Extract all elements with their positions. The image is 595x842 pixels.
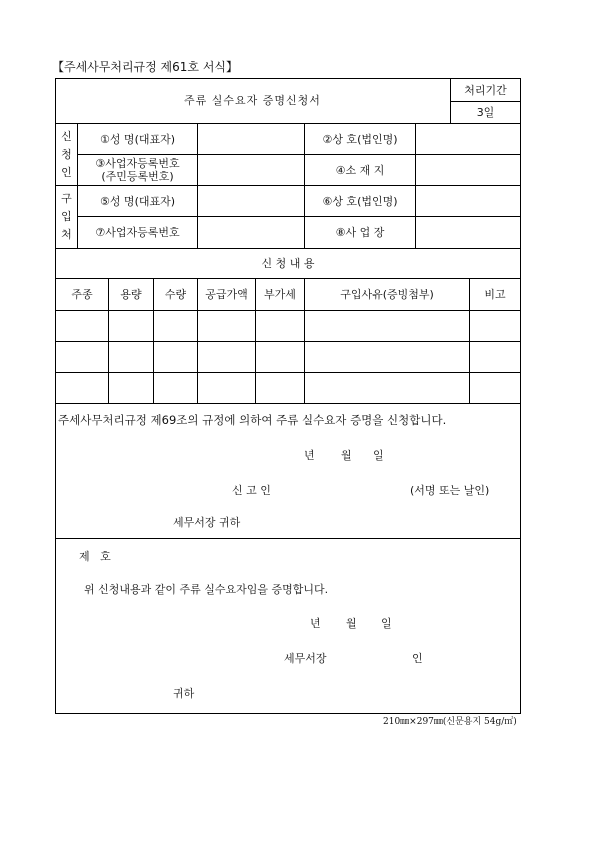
- applicant-trade-label: ②상 호(법인명): [322, 132, 398, 146]
- buyer-name-field[interactable]: [198, 186, 304, 216]
- buyer-side-char: 입: [61, 210, 72, 223]
- buyer-trade-field[interactable]: [416, 186, 520, 216]
- reporter-label: 신 고 인: [232, 484, 271, 497]
- table-header-cell: 비고: [484, 288, 506, 301]
- buyer-name-label: ⑤성 명(대표자): [99, 194, 176, 208]
- applicant-side-char: 청: [61, 147, 72, 161]
- applicant-reg-field[interactable]: [198, 155, 304, 185]
- processing-period-value: 3일: [476, 106, 495, 119]
- declaration-day: 일: [373, 449, 384, 462]
- applicant-side-label: [56, 124, 77, 185]
- applicant-side-char: 인: [61, 165, 72, 179]
- applicant-location-field[interactable]: [416, 155, 520, 185]
- form-title: 주류 실수요자 증명신청서: [184, 93, 321, 107]
- paper-spec: 210㎜×297㎜(신문용지 54g/㎡): [383, 717, 517, 727]
- applicant-trade-field[interactable]: [416, 124, 520, 154]
- table-header-cell: 주종: [71, 288, 93, 301]
- buyer-reg-label: ⑦사업자등록번호: [95, 226, 180, 239]
- buyer-side-char: 처: [61, 228, 72, 241]
- declaration-addressee: 세무서장 귀하: [173, 516, 241, 529]
- applicant-side-char: 신: [61, 129, 72, 143]
- applicant-reg-label: [78, 155, 197, 185]
- table-header-cell: 공급가액: [205, 288, 248, 301]
- applicant-location-label: ④소 재 지: [335, 163, 385, 177]
- form-code: 【주세사무처리규정 제61호 서식】: [52, 60, 239, 74]
- applicant-reg-label-line2: (주민등록번호): [101, 170, 174, 183]
- applicant-reg-label-line1: ③사업자등록번호: [95, 157, 180, 170]
- buyer-reg-field[interactable]: [198, 217, 304, 248]
- certificate-issuer: 세무서장: [284, 652, 327, 665]
- buyer-side-label: [56, 186, 77, 248]
- certificate-year: 년: [310, 617, 321, 630]
- table-row[interactable]: [56, 373, 520, 403]
- signature-note: (서명 또는 날인): [410, 484, 490, 497]
- declaration-statement: 주세사무처리규정 제69조의 규정에 의하여 주류 실수요자 증명을 신청합니다.: [58, 413, 447, 427]
- certificate-day: 일: [381, 617, 392, 630]
- certificate-statement: 위 신청내용과 같이 주류 실수요자임을 증명합니다.: [84, 583, 329, 596]
- buyer-business-label: ⑧사 업 장: [335, 226, 385, 239]
- certificate-seal: 인: [412, 652, 423, 665]
- table-header-cell: 수량: [164, 288, 187, 301]
- table-header-cell: 용량: [120, 288, 142, 301]
- certificate-month: 월: [346, 617, 357, 630]
- applicant-name-field[interactable]: [198, 124, 304, 154]
- declaration-month: 월: [341, 449, 352, 462]
- table-header-cell: 구입사유(증빙첨부): [340, 288, 434, 301]
- buyer-trade-label: ⑥상 호(법인명): [322, 194, 398, 208]
- processing-period-label: 처리기간: [464, 83, 507, 97]
- content-header: 신 청 내 용: [261, 257, 315, 270]
- buyer-business-field[interactable]: [416, 217, 520, 248]
- table-header-cell: 부가세: [264, 288, 296, 301]
- applicant-name-label: ①성 명(대표자): [99, 132, 176, 146]
- buyer-side-char: 구: [61, 192, 72, 205]
- table-row[interactable]: [56, 311, 520, 341]
- certificate-addressee: 귀하: [173, 687, 195, 700]
- certificate-number-label: 제 호: [79, 550, 111, 563]
- declaration-year: 년: [304, 449, 315, 462]
- table-row[interactable]: [56, 342, 520, 372]
